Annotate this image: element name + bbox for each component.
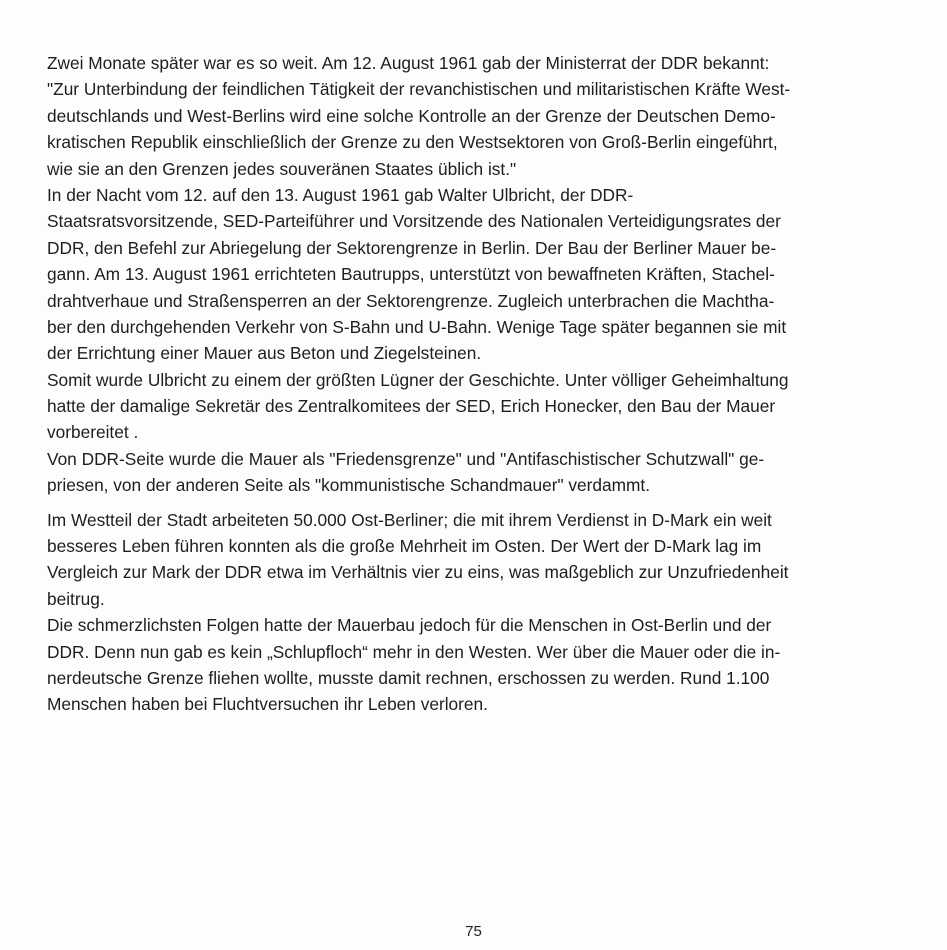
text-line: hatte der damalige Sekretär des Zentralkomitees der SED, Erich Honecker, den Bau der Mauer (47, 396, 776, 417)
page-number: 75 (465, 923, 482, 940)
text-line: der Errichtung einer Mauer aus Beton und Ziegelsteinen. (47, 343, 482, 364)
paragraph-1 (47, 50, 917, 182)
text-line: "Zur Unterbindung der feindlichen Tätigkeit der revanchistischen und militaristischen Kräfte West- (47, 79, 791, 100)
text-line: DDR. Denn nun gab es kein „Schlupfloch“ mehr in den Westen. Wer über die Mauer oder die in- (47, 641, 781, 662)
paragraph-4 (47, 446, 917, 499)
paragraph-2 (47, 182, 917, 367)
text-line: nerdeutsche Grenze fliehen wollte, musste damit rechnen, erschossen zu werden. Rund 1.100 (47, 667, 770, 688)
text-line: vorbereitet . (47, 422, 139, 443)
text-line: drahtverhaue und Straßensperren an der Sektorengrenze. Zugleich unterbrachen die Machtha- (47, 290, 775, 311)
text-line: Zwei Monate später war es so weit. Am 12. August 1961 gab der Ministerrat der DDR bekannt: (47, 53, 770, 73)
paragraph-5 (47, 507, 917, 613)
body-text (47, 50, 917, 718)
text-line: kratischen Republik einschließlich der Grenze zu den Westsektoren von Groß-Berlin eingeführt, (47, 132, 778, 153)
text-line: besseres Leben führen konnten als die große Mehrheit im Osten. Der Wert der D-Mark lag im (47, 536, 762, 557)
paragraph-spacer (47, 499, 917, 507)
text-line: In der Nacht vom 12. auf den 13. August 1961 gab Walter Ulbricht, der DDR- (47, 184, 634, 205)
paragraph-6 (47, 612, 917, 718)
text-line: gann. Am 13. August 1961 errichteten Bautrupps, unterstützt von bewaffneten Kräften, Stachel- (47, 264, 775, 285)
text-line: beitrug. (47, 588, 105, 609)
text-line: Vergleich zur Mark der DDR etwa im Verhältnis vier zu eins, was maßgeblich zur Unzufriedenheit (47, 562, 789, 583)
text-line: DDR, den Befehl zur Abriegelung der Sektorengrenze in Berlin. Der Bau der Berliner Mauer be- (47, 237, 777, 258)
text-line: Von DDR-Seite wurde die Mauer als "Friedensgrenze" und "Antifaschistischer Schutzwall" ge- (47, 448, 765, 469)
text-line: ber den durchgehenden Verkehr von S-Bahn und U-Bahn. Wenige Tage später begannen sie mit (47, 316, 787, 337)
paragraph-3 (47, 367, 917, 446)
text-line: Menschen haben bei Fluchtversuchen ihr Leben verloren. (47, 694, 488, 715)
text-line: Somit wurde Ulbricht zu einem der größten Lügner der Geschichte. Unter völliger Geheimhaltung (47, 369, 789, 390)
text-line: priesen, von der anderen Seite als "kommunistische Schandmauer" verdammt. (47, 475, 651, 496)
text-line: deutschlands und West-Berlins wird eine solche Kontrolle an der Grenze der Deutschen Demo- (47, 105, 776, 126)
text-line: Im Westteil der Stadt arbeiteten 50.000 Ost-Berliner; die mit ihrem Verdienst in D-Mark ein weit (47, 509, 772, 530)
text-line: wie sie an den Grenzen jedes souveränen Staates üblich ist." (47, 158, 517, 179)
text-line: Die schmerzlichsten Folgen hatte der Mauerbau jedoch für die Menschen in Ost-Berlin und der (47, 615, 772, 636)
text-line: Staatsratsvorsitzende, SED-Parteiführer und Vorsitzende des Nationalen Verteidigungsrates der (47, 211, 781, 232)
